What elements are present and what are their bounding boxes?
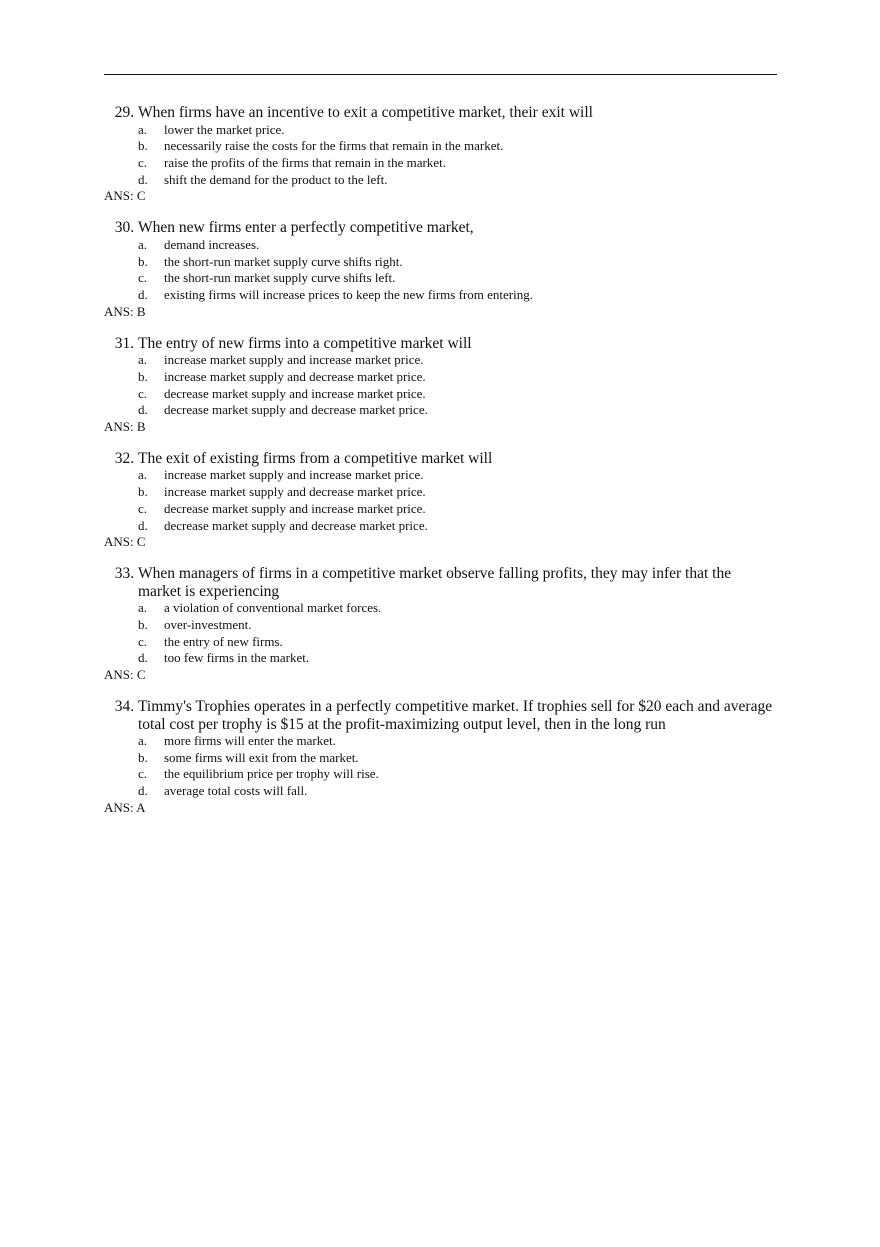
option-letter: b.	[138, 749, 148, 765]
option-letter: a.	[138, 733, 148, 749]
option-letter: a.	[138, 236, 148, 252]
question-number: 30.	[114, 219, 135, 237]
question-number: 31.	[114, 334, 135, 352]
option-text: more firms will enter the market.	[164, 733, 336, 749]
option-a	[104, 467, 777, 484]
option-letter: c.	[138, 154, 148, 170]
option-a	[104, 600, 777, 617]
answer-key: ANS: C	[104, 188, 146, 204]
option-letter: d.	[138, 517, 148, 533]
option-text: the entry of new firms.	[164, 633, 283, 649]
question-number: 29.	[114, 104, 135, 121]
option-letter: d.	[138, 650, 148, 666]
answer-key: ANS: C	[104, 534, 146, 550]
option-text: decrease market supply and decrease market price.	[164, 402, 428, 418]
option-text: increase market supply and increase market price.	[164, 467, 424, 483]
option-letter: b.	[138, 368, 148, 384]
question-stem	[104, 698, 777, 733]
option-a	[104, 733, 777, 750]
option-text: decrease market supply and increase market price.	[164, 385, 426, 401]
option-list	[104, 733, 777, 800]
option-text: increase market supply and decrease market price.	[164, 368, 426, 384]
option-letter: d.	[138, 171, 148, 187]
option-c	[104, 386, 777, 403]
option-c	[104, 766, 777, 783]
option-letter: c.	[138, 500, 148, 516]
option-list	[104, 237, 777, 304]
option-text: raise the profits of the firms that remain in the market.	[164, 154, 446, 170]
option-c	[104, 634, 777, 651]
option-text: the short-run market supply curve shifts left.	[164, 270, 396, 286]
question-number: 34.	[114, 698, 135, 716]
question-32	[104, 450, 777, 550]
option-d	[104, 287, 777, 304]
option-letter: d.	[138, 286, 148, 302]
question-text: The exit of existing firms from a competitive market will	[138, 449, 493, 467]
option-d	[104, 518, 777, 535]
option-c	[104, 270, 777, 287]
header-rule	[104, 74, 777, 75]
option-list	[104, 122, 777, 189]
option-text: increase market supply and increase market price.	[164, 352, 424, 368]
option-text: the short-run market supply curve shifts right.	[164, 253, 403, 269]
question-text: The entry of new firms into a competitive market will	[138, 334, 472, 352]
question-stem	[104, 219, 777, 237]
answer-key: ANS: B	[104, 303, 146, 319]
option-letter: c.	[138, 385, 148, 401]
option-list	[104, 467, 777, 534]
option-a	[104, 352, 777, 369]
question-33	[104, 565, 777, 682]
option-letter: c.	[138, 633, 148, 649]
question-29	[104, 104, 777, 204]
option-text: decrease market supply and decrease market price.	[164, 517, 428, 533]
option-d	[104, 650, 777, 667]
question-text: When managers of firms in a competitive market observe falling profits, they may infer that the market is experiencing	[138, 565, 732, 600]
option-text: existing firms will increase prices to keep the new firms from entering.	[164, 286, 533, 302]
question-text: When new firms enter a perfectly competitive market,	[138, 219, 474, 237]
option-b	[104, 617, 777, 634]
option-list	[104, 600, 777, 667]
option-text: lower the market price.	[164, 121, 285, 137]
question-text: When firms have an incentive to exit a competitive market, their exit will	[138, 104, 593, 121]
option-text: shift the demand for the product to the left.	[164, 171, 388, 187]
option-b	[104, 138, 777, 155]
option-letter: b.	[138, 138, 148, 154]
option-b	[104, 484, 777, 501]
option-letter: b.	[138, 616, 148, 632]
question-30	[104, 219, 777, 319]
option-letter: a.	[138, 600, 148, 616]
option-letter: a.	[138, 467, 148, 483]
option-letter: a.	[138, 352, 148, 368]
option-letter: b.	[138, 484, 148, 500]
option-letter: c.	[138, 270, 148, 286]
question-number: 32.	[114, 449, 135, 467]
option-text: decrease market supply and increase market price.	[164, 500, 426, 516]
question-34	[104, 698, 777, 815]
option-c	[104, 501, 777, 518]
option-text: necessarily raise the costs for the firms that remain in the market.	[164, 138, 504, 154]
option-b	[104, 369, 777, 386]
question-31	[104, 335, 777, 435]
option-letter: d.	[138, 783, 148, 799]
option-b	[104, 750, 777, 767]
question-stem	[104, 565, 777, 600]
option-a	[104, 122, 777, 139]
option-b	[104, 254, 777, 271]
option-letter: b.	[138, 253, 148, 269]
option-text: over-investment.	[164, 616, 252, 632]
option-c	[104, 155, 777, 172]
option-letter: a.	[138, 121, 148, 137]
option-list	[104, 352, 777, 419]
question-stem	[104, 335, 777, 353]
option-text: a violation of conventional market forces.	[164, 600, 382, 616]
option-text: the equilibrium price per trophy will rise.	[164, 766, 379, 782]
question-number: 33.	[114, 565, 135, 583]
option-text: increase market supply and decrease market price.	[164, 484, 426, 500]
answer-key: ANS: A	[104, 799, 146, 815]
answer-key: ANS: C	[104, 667, 146, 683]
option-letter: d.	[138, 402, 148, 418]
option-d	[104, 783, 777, 800]
option-text: some firms will exit from the market.	[164, 749, 359, 765]
option-text: demand increases.	[164, 236, 260, 252]
option-d	[104, 172, 777, 189]
question-list	[104, 104, 777, 831]
option-a	[104, 237, 777, 254]
question-stem	[104, 450, 777, 468]
option-text: too few firms in the market.	[164, 650, 310, 666]
question-text: Timmy's Trophies operates in a perfectly competitive market. If trophies sell for $20 each and average total cost per trophy is $15 at the profit-maximizing output level, then in the long run	[138, 698, 773, 733]
option-letter: c.	[138, 766, 148, 782]
option-d	[104, 402, 777, 419]
question-stem	[104, 104, 777, 122]
answer-key: ANS: B	[104, 418, 146, 434]
option-text: average total costs will fall.	[164, 783, 308, 799]
